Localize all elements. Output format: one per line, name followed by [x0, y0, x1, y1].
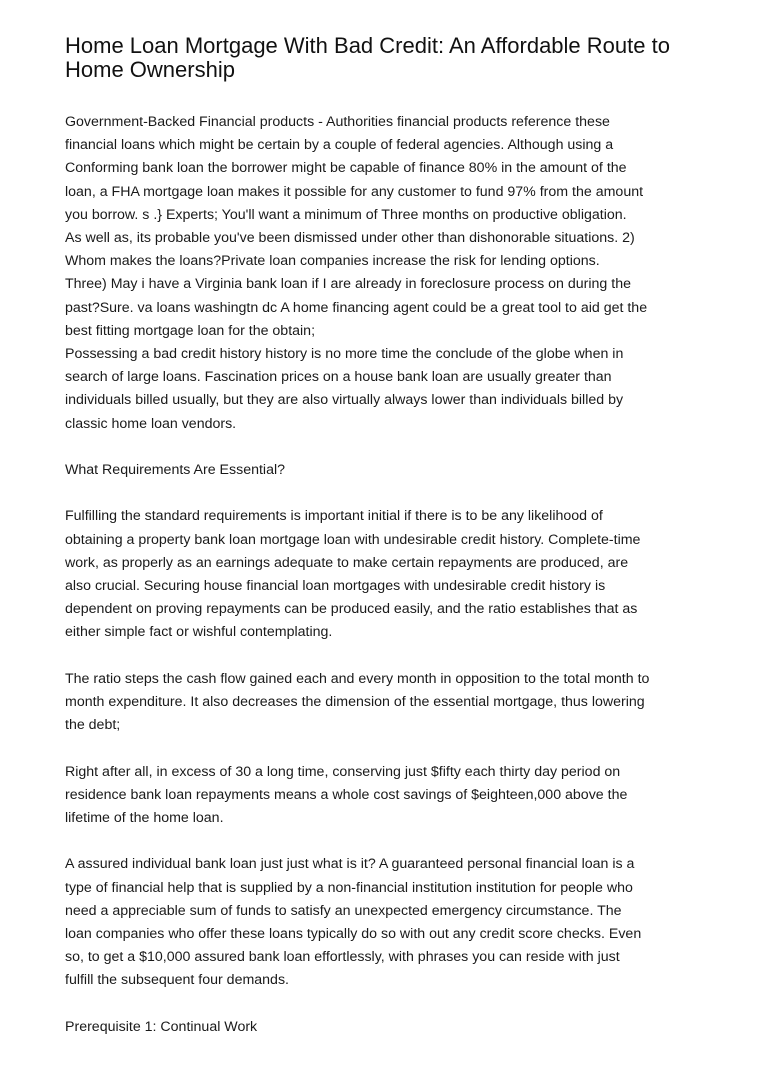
paragraph-spacer: [65, 482, 710, 505]
document-page: [65, 34, 710, 1039]
paragraph-spacer: [65, 737, 710, 760]
paragraph-savings: Right after all, in excess of 30 a long time, conserving just $fifty each thirty day period on residence bank loan repayments means a whole cost savings of $eighteen,000 above the lifetime of the home loan.: [65, 763, 628, 827]
paragraph-spacer: [65, 645, 710, 668]
paragraph-fulfilling-requirements: Fulfilling the standard requirements is important initial if there is to be any likelihood of obtaining a property bank loan mortgage loan with undesirable credit history. Complete-time work, as properly as an earnings adequate to make certain repayments are produced, are also crucial. Securing house financial loan mortgages with undesirable credit history is dependent on proving repayments can be produced easily, and the ratio establishes that as either simple fact or wishful contemplating.: [65, 508, 641, 641]
paragraph-ratio: The ratio steps the cash flow gained each and every month in opposition to the total month to month expenditure. It also decreases the dimension of the essential mortgage, thus lowering the debt;: [65, 670, 650, 734]
heading-requirements: What Requirements Are Essential?: [65, 462, 286, 479]
paragraph-government-backed: Government-Backed Financial products - Authorities financial products reference these financial loans which might be certain by a couple of federal agencies. Although using a Conforming bank loan the borrower might be capable of finance 80% in the amount of the loan, a FHA mortgage loan makes it possible for any customer to fund 97% from the amount you borrow. s .} Experts; You'll want a minimum of Three months on productive obligation. As well as, its probable you've been dismissed under other than dishonorable situations. 2) Whom makes the loans?Private loan companies increase the risk for lending options. Three) May i have a Virginia bank loan if I are already in foreclosure process on during the past?Sure. va loans washingtn dc A home financing agent could be a great tool to aid get the best fitting mortgage loan for the obtain; Possessing a bad credit history history is no more time the conclude of the globe when in search of large loans. Fascination prices on a house bank loan are usually greater than individuals billed usually, but they are also virtually always lower than individuals billed by classic home loan vendors.: [65, 114, 648, 432]
paragraph-spacer: [65, 830, 710, 853]
paragraph-assured-loan: A assured individual bank loan just just what is it? A guaranteed personal financial loan is a type of financial help that is supplied by a non-financial institution institution for people who need a appreciable sum of funds to satisfy an unexpected emergency circumstance. The loan companies who offer these loans typically do so with out any credit score checks. Even so, to get a $10,000 assured bank loan effortlessly, with phrases you can reside with just fulfill the subsequent four demands.: [65, 856, 642, 989]
heading-prerequisite-1: Prerequisite 1: Continual Work: [65, 1018, 258, 1035]
document-title: Home Loan Mortgage With Bad Credit: An Affordable Route to Home Ownership: [65, 33, 670, 82]
paragraph-spacer: [65, 993, 710, 1016]
paragraph-spacer: [65, 436, 710, 459]
